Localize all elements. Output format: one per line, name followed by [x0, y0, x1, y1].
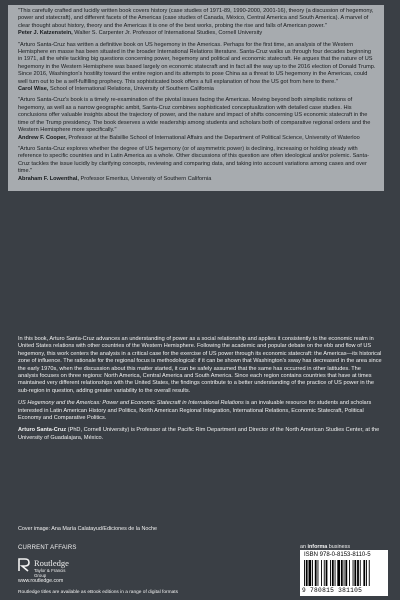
description-paragraph-text: is an invaluable resource for students and scholars interested in Latin American History and Politics, North American Regional Integration, International Relations, Economic Statecraft, Political Economy and Comparative Politics.	[18, 400, 372, 422]
barcode-bar	[335, 560, 336, 586]
barcode-panel	[300, 550, 388, 596]
endorsement-text: "Arturo Santa-Cruz explores whether the degree of US hegemony (or of asymmetric power) is declining, increasing or holding steady with reference to specific countries and in Latin America as a whole. Other discussions of this question are often ideological and/or polemic. Santa-Cruz tackles the issue lucidly by clarifying concepts, reviewing and comparing data, and taking into account variations among cases and over time."	[18, 145, 370, 175]
barcode-bar	[366, 560, 367, 586]
endorsement-quote	[18, 42, 376, 94]
barcode-bar	[345, 560, 347, 586]
endorser-affiliation: School of International Relations, University of Southern California	[49, 86, 214, 93]
barcode-bar	[341, 560, 343, 586]
endorser-affiliation: Walter S. Carpenter Jr. Professor of International Studies, Cornell University	[74, 30, 263, 37]
publisher-group: Taylor & Francis Group	[34, 568, 66, 578]
barcode-bar	[326, 560, 328, 586]
barcode-bar	[349, 560, 350, 586]
barcode-bar	[354, 560, 356, 586]
publisher-logo	[18, 558, 78, 580]
barcode-bar	[324, 560, 325, 586]
endorser-name: Peter J. Katzenstein,	[18, 30, 73, 37]
endorsement-quote	[18, 8, 376, 38]
barcode-bar	[332, 560, 334, 586]
barcode-bar	[318, 560, 319, 586]
barcode-bar	[315, 560, 317, 586]
endorser-name: Abraham F. Lowenthal,	[18, 175, 79, 182]
endorsements-panel	[8, 5, 384, 191]
ebook-note: Routledge titles are available as eBook editions in a range of digital formats	[18, 590, 178, 595]
endorser-affiliation: Professor Emeritus, University of Southern California	[80, 175, 212, 182]
barcode-bar	[330, 560, 331, 586]
isbn-label: ISBN 978-0-8153-8110-5	[304, 552, 371, 558]
informa-business-label: an informa business	[300, 544, 351, 550]
endorsement-quote	[18, 146, 376, 183]
endorser-name: Carol Wise,	[18, 86, 49, 93]
endorsement-text: "Arturo Santa-Cruz has written a definitive book on US hegemony in the Americas. Perhaps for the first time, an analysis of the Western Hemisphere en masse has been situated in the broader International Relations literature. Santa-Cruz walks us through four decades beginning in 1971, all the while tackling big questions concerning power, hegemony and political and economic statecraft. He argues that the nature of US hegemony in the Western Hemisphere was based largely on economic statecraft and in fact all the way up to the 2016 election of Donald Trump. Since 2016, Washington's hostility toward the entire region and its attempts to pose China as a threat to US hegemony in the Americas, could well turn out to be a self-fulfilling prophecy. This sophisticated book offers a full explanation of how the US got from here to there."	[18, 41, 376, 85]
endorsement-text: "Arturo Santa-Cruz's book is a timely re-examination of the pivotal issues facing the Americas. Moving beyond both simplistic notions of hegemony, as well as a narrow geographic ambit, Santa-Cruz combines sophisticated conceptualization with detailed case studies. His conclusions offer valuable insights about the trajectory of power, and the nature and impact of shifts concerning US economic statecraft in the time of the Trump presidency. The book deserves a wide readership among students and scholars both of comparative regional orders and the Western Hemisphere more specifically."	[18, 97, 371, 134]
barcode-bar	[360, 560, 361, 586]
barcode-bar	[353, 560, 354, 586]
barcode-bar	[337, 560, 340, 586]
informa-brand: informa	[307, 544, 328, 550]
book-title: US Hegemony and the Americas: Power and Economic Statecraft in International Relations	[18, 400, 244, 407]
publisher-website[interactable]: www.routledge.com	[18, 578, 64, 584]
author-bio-text: (PhD, Cornell University) is Professor at the Pacific Rim Department and Director of the North American Studies Center, at the University of Guadalajara, México.	[18, 427, 380, 441]
publisher-name: Routledge	[34, 558, 69, 568]
barcode-bar	[309, 560, 312, 586]
endorser-affiliation: Professor at the Balsillie School of International Affairs and the Department of Political Science, University of Waterloo	[68, 134, 360, 141]
description-paragraph: In this book, Arturo Santa-Cruz advances an understanding of power as a social relationship and applies it consistently to the economic realm in United States relations with other countries of the Western Hemisphere. Following the academic and popular debate on the ebb and flow of US hegemony, this work centers the analysis in a critical case for the exercise of US power through its economic statecraft: the Americas—its historical zone of influence. The rationale for the regional focus is methodological: if it can be shown that Washington's sway has decreased in the area since the early 1970s, when the discussion about this matter started, it can be safely assumed that the same has occurred in other latitudes. The analysis focuses on three regions: North America, Central America and South America. Since each region contains countries that have at times maintained very different relationships with the United States, the findings contribute to a better understanding of the practice of US power in the sub-region in question, adding greater variability to the overall results.	[18, 336, 382, 394]
barcode-bar	[306, 560, 308, 586]
description-paragraph	[18, 400, 382, 422]
barcode-bar	[369, 560, 370, 586]
barcode-bar	[357, 560, 359, 586]
barcode-bar	[344, 560, 345, 586]
ean-digits: 9 780815 381105	[302, 587, 363, 594]
endorsement-quote	[18, 97, 376, 141]
routledge-logo-icon	[18, 558, 30, 572]
barcode-bar	[363, 560, 365, 586]
book-description	[18, 336, 382, 447]
author-name: Arturo Santa-Cruz	[18, 427, 67, 434]
barcode-bar	[321, 560, 322, 586]
barcode-bar	[312, 560, 313, 586]
barcode-bar	[304, 560, 305, 586]
barcode-icon	[304, 560, 384, 586]
endorser-name: Andrew F. Cooper,	[18, 134, 67, 141]
cover-image-credit: Cover image: Ana María Calatayud/Ediciones de la Noche	[18, 526, 158, 532]
subject-category: CURRENT AFFAIRS	[18, 545, 77, 551]
endorsement-text: "This carefully crafted and lucidly written book covers history (case studies of 1971-89, 1990-2000, 2001-16), theory (a discussion of hegemony, power and statecraft), and different facets of the Americas (case studies of Canada, México, Central America and South America). A marvel of clear thought about history, theory and the Americas it is one of the best works, probing the rise and falls of American power."	[18, 8, 374, 29]
author-bio	[18, 427, 382, 442]
